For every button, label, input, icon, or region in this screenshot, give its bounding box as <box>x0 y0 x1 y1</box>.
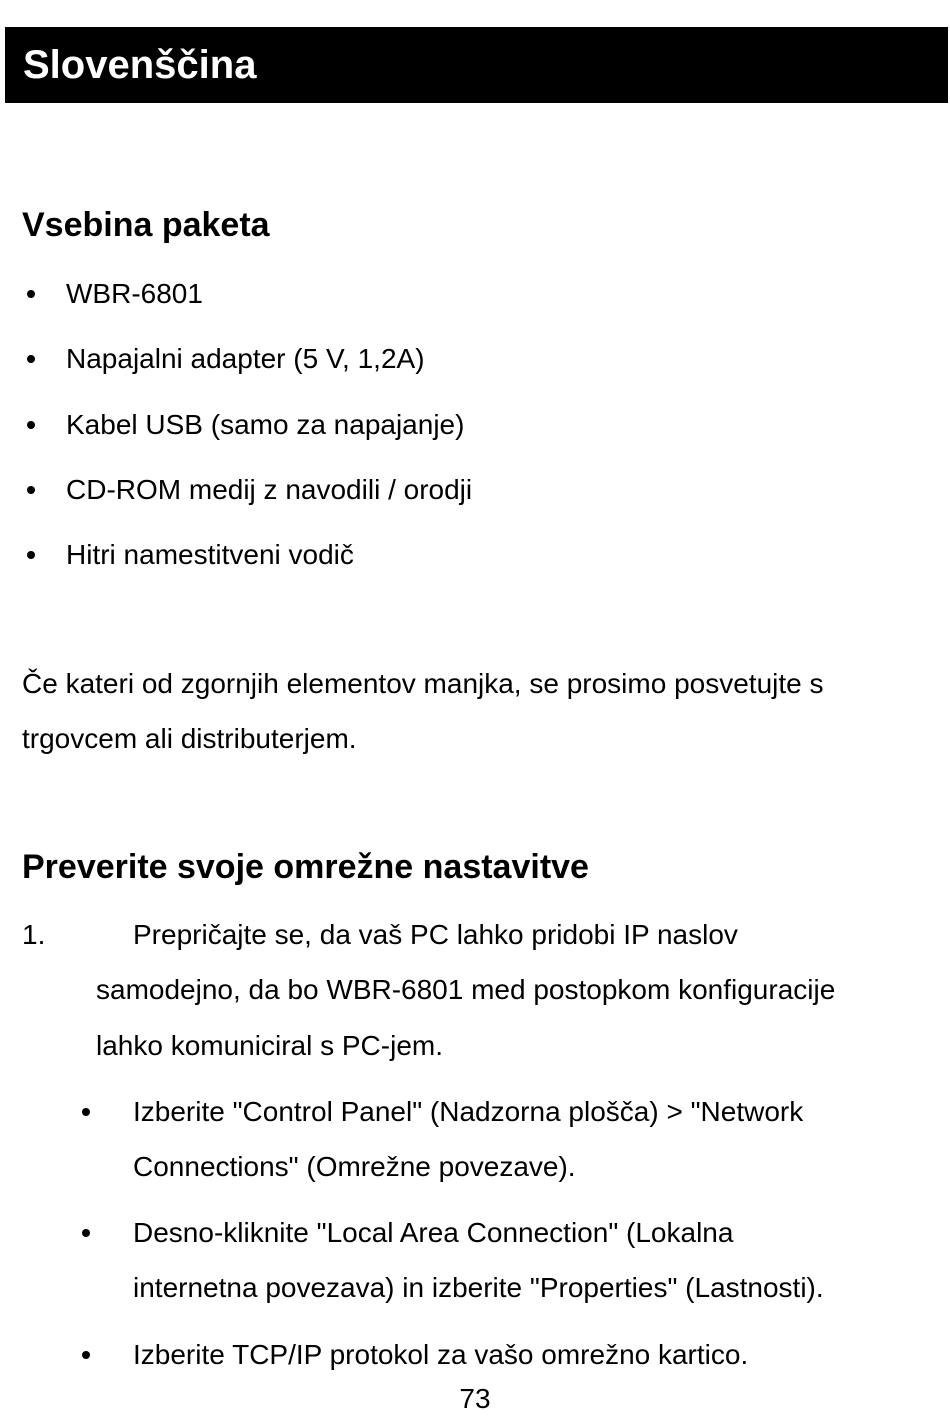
bullet-icon <box>27 290 35 298</box>
step-line: Prepričajte se, da vaš PC lahko pridobi IP naslov <box>133 919 738 950</box>
list-item-label: CD-ROM medij z navodili / orodji <box>66 474 473 505</box>
list-item-label: Kabel USB (samo za napajanje) <box>66 409 465 440</box>
language-banner <box>5 27 948 103</box>
bullet-icon <box>82 1229 90 1237</box>
note-line: trgovcem ali distributerjem. <box>22 723 357 754</box>
page-number: 73 <box>459 1383 491 1414</box>
step-line: lahko komuniciral s PC-jem. <box>96 1030 443 1061</box>
list-item-line: Connections" (Omrežne povezave). <box>133 1151 576 1182</box>
list-item-line: Desno-kliknite "Local Area Connection" (Lokalna <box>133 1217 734 1248</box>
bullet-icon <box>27 486 35 494</box>
language-banner-title: Slovenščina <box>23 43 257 87</box>
step-line: samodejno, da bo WBR-6801 med postopkom konfiguracije <box>96 974 836 1005</box>
note-line: Če kateri od zgornjih elementov manjka, se prosimo posvetujte s <box>22 668 824 699</box>
bullet-icon <box>82 1108 90 1116</box>
bullet-icon <box>82 1351 90 1359</box>
step-number: 1. <box>22 919 46 950</box>
package-contents-heading: Vsebina paketa <box>22 206 270 244</box>
bullet-icon <box>27 355 35 363</box>
bullet-icon <box>27 421 35 429</box>
bullet-icon <box>27 551 35 559</box>
list-item-label: Hitri namestitveni vodič <box>66 539 354 570</box>
list-item-line: Izberite TCP/IP protokol za vašo omrežno kartico. <box>133 1339 749 1370</box>
list-item-line: Izberite "Control Panel" (Nadzorna plošča) > "Network <box>133 1096 804 1127</box>
list-item-label: Napajalni adapter (5 V, 1,2A) <box>66 343 425 374</box>
list-item-label: WBR-6801 <box>66 278 203 309</box>
list-item-line: internetna povezava) in izberite "Properties" (Lastnosti). <box>133 1272 824 1303</box>
network-settings-heading: Preverite svoje omrežne nastavitve <box>22 848 589 886</box>
